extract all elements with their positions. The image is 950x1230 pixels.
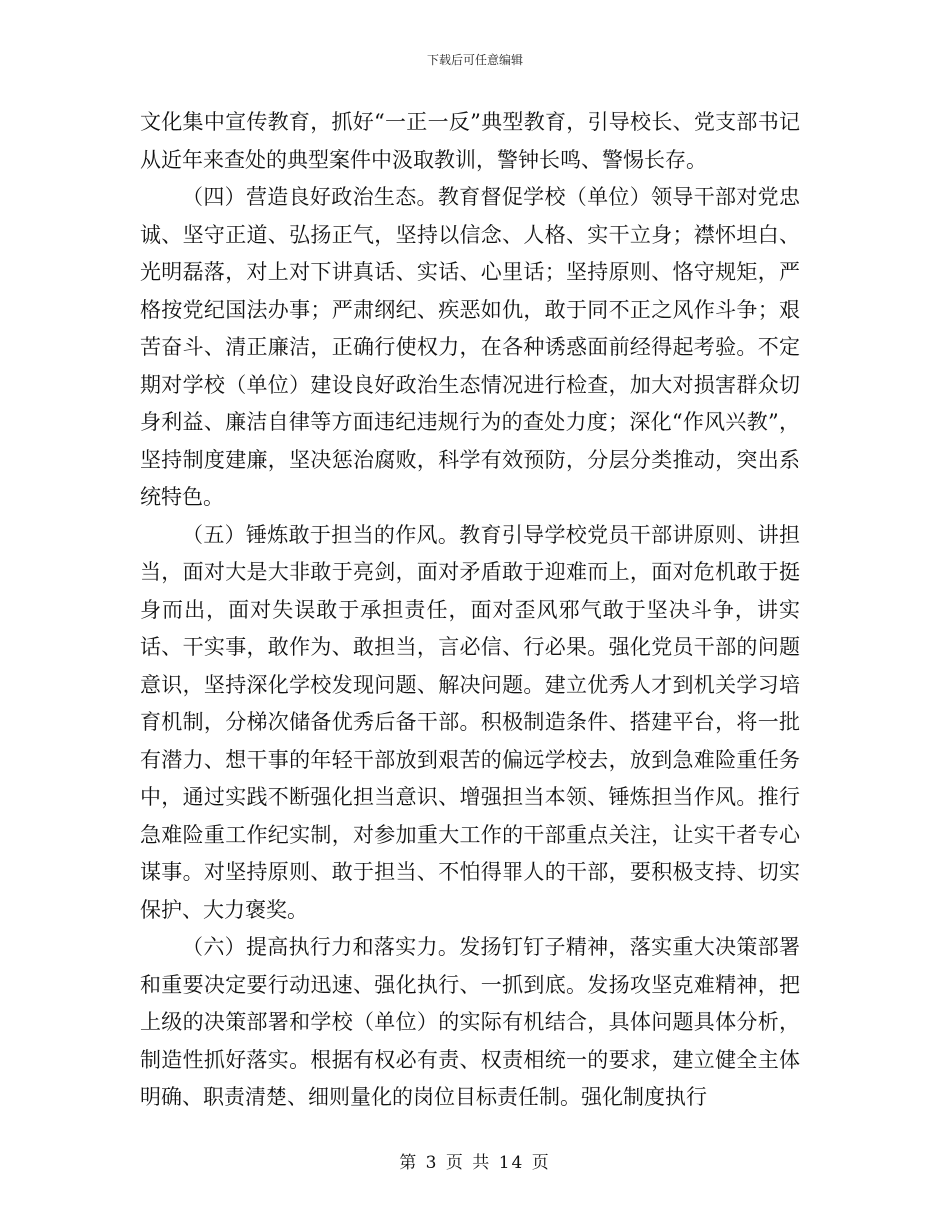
paragraph-political-ecology: （四）营造良好政治生态。教育督促学校（单位）领导干部对党忠诚、坚守正道、弘扬正气，坚持以信念、人格、实干立身；襟怀坦白、光明磊落，对上对下讲真话、实话、心里话；坚持原则、恪守规矩，严格按党纪国法办事；严肃纲纪、疾恶如仇，敢于同不正之风作斗争；艰苦奋斗、清正廉洁，正确行使权力，在各种诱惑面前经得起考验。不定期对学校（单位）建设良好政治生态情况进行检查，加大对损害群众切身利益、廉洁自律等方面违纪违规行为的查处力度；深化“作风兴教”，坚持制度建廉，坚决惩治腐败，科学有效预防，分层分类推动，突出系统特色。 <box>140 185 800 509</box>
document-body <box>140 104 800 1117</box>
paragraph-continuation: 文化集中宣传教育，抓好“一正一反”典型教育，引导校长、党支部书记从近年来查处的典型案件中汲取教训，警钟长鸣、警惕长存。 <box>140 110 800 172</box>
page-footer: 第 3 页 共 14 页 <box>399 1153 551 1173</box>
paragraph-execution: （六）提高执行力和落实力。发扬钉钉子精神，落实重大决策部署和重要决定要行动迅速、强化执行、一抓到底。发扬攻坚克难精神，把上级的决策部署和学校（单位）的实际有机结合，具体问题具体分析，制造性抓好落实。根据有权必有责、权责相统一的要求，建立健全主体明确、职责清楚、细则量化的岗位目标责任制。强化制度执行 <box>140 935 800 1109</box>
paragraph-responsibility-style: （五）锤炼敢于担当的作风。教育引导学校党员干部讲原则、讲担当，面对大是大非敢于亮剑，面对矛盾敢于迎难而上，面对危机敢于挺身而出，面对失误敢于承担责任，面对歪风邪气敢于坚决斗争，讲实话、干实事，敢作为、敢担当，言必信、行必果。强化党员干部的问题意识，坚持深化学校发现问题、解决问题。建立优秀人才到机关学习培育机制，分梯次储备优秀后备干部。积极制造条件、搭建平台，将一批有潜力、想干事的年轻干部放到艰苦的偏远学校去，放到急难险重任务中，通过实践不断强化担当意识、增强担当本领、锤炼担当作风。推行急难险重工作纪实制，对参加重大工作的干部重点关注，让实干者专心谋事。对坚持原则、敢于担当、不怕得罪人的干部，要积极支持、切实保护、大力褒奖。 <box>140 522 800 922</box>
page-header: 下载后可任意编辑 <box>426 53 523 67</box>
